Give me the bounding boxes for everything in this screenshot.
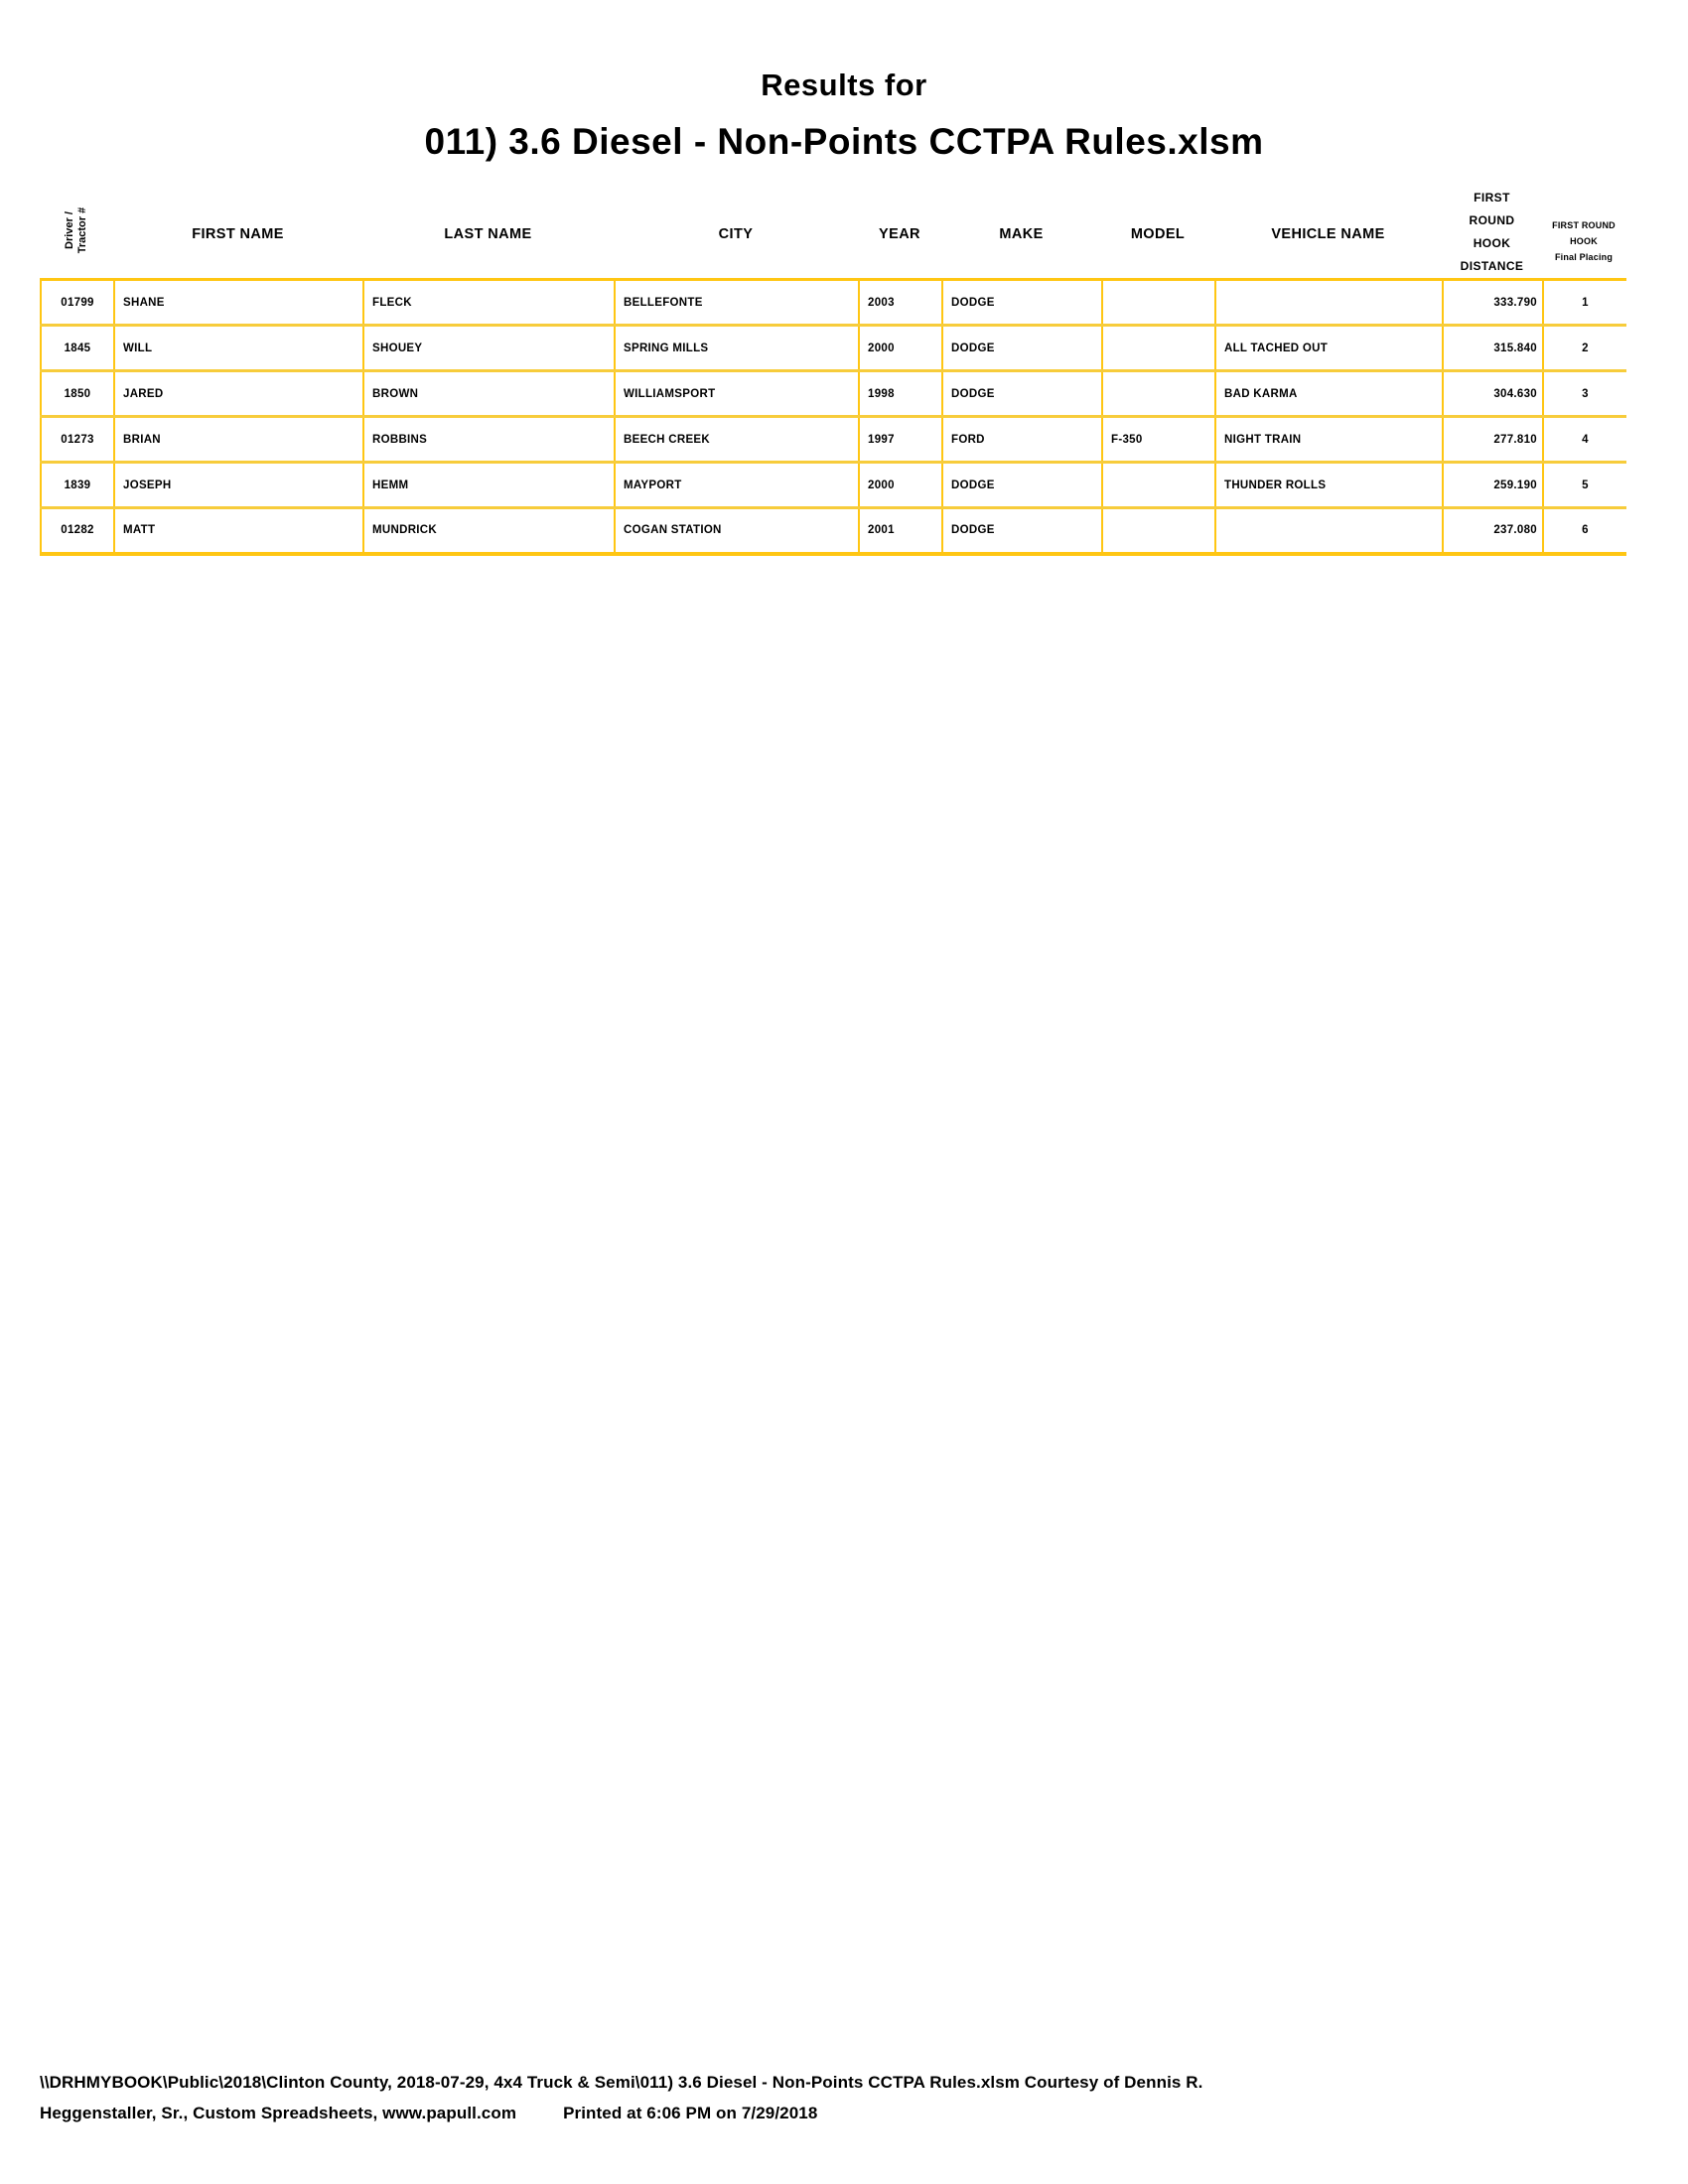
results-table: [40, 278, 1626, 556]
cell-model: [1102, 326, 1215, 371]
table-row: [41, 326, 1626, 371]
cell-city: BELLEFONTE: [615, 280, 859, 326]
cell-driver-number: 1850: [41, 371, 114, 417]
cell-last-name: BROWN: [363, 371, 615, 417]
cell-model: [1102, 280, 1215, 326]
driver-header-line1: Driver /: [64, 211, 75, 249]
footer-printed-timestamp: Printed at 6:06 PM on 7/29/2018: [563, 2104, 818, 2122]
cell-first-name: MATT: [114, 508, 363, 554]
column-header-vehicle-name: VEHICLE NAME: [1271, 226, 1385, 242]
cell-final-placing: 2: [1543, 326, 1626, 371]
column-header-first-name: FIRST NAME: [192, 226, 284, 242]
cell-year: 1997: [859, 417, 942, 463]
cell-city: SPRING MILLS: [615, 326, 859, 371]
cell-driver-number: 1845: [41, 326, 114, 371]
placing-header-line1: FIRST ROUND: [1552, 220, 1616, 230]
cell-city: COGAN STATION: [615, 508, 859, 554]
cell-year: 2003: [859, 280, 942, 326]
column-header-last-name: LAST NAME: [444, 226, 532, 242]
cell-vehicle-name: ALL TACHED OUT: [1215, 326, 1443, 371]
cell-hook-distance: 277.810: [1443, 417, 1543, 463]
cell-hook-distance: 304.630: [1443, 371, 1543, 417]
cell-driver-number: 1839: [41, 463, 114, 508]
cell-driver-number: 01273: [41, 417, 114, 463]
cell-vehicle-name: [1215, 280, 1443, 326]
driver-header-line2: Tractor #: [76, 206, 88, 254]
cell-year: 2001: [859, 508, 942, 554]
table-row: [41, 371, 1626, 417]
distance-header-line1: FIRST: [1474, 191, 1510, 205]
cell-city: MAYPORT: [615, 463, 859, 508]
column-header-make: MAKE: [999, 226, 1044, 242]
cell-last-name: HEMM: [363, 463, 615, 508]
cell-model: [1102, 371, 1215, 417]
page-title: Results for: [761, 68, 927, 102]
cell-year: 2000: [859, 463, 942, 508]
cell-make: DODGE: [942, 463, 1102, 508]
cell-last-name: FLECK: [363, 280, 615, 326]
footer-credits-text: Heggenstaller, Sr., Custom Spreadsheets, www.papull.com: [40, 2104, 517, 2122]
cell-first-name: WILL: [114, 326, 363, 371]
cell-driver-number: 01799: [41, 280, 114, 326]
cell-hook-distance: 315.840: [1443, 326, 1543, 371]
column-header-driver-tractor-label: [64, 207, 89, 253]
cell-hook-distance: 237.080: [1443, 508, 1543, 554]
cell-model: [1102, 508, 1215, 554]
cell-model: [1102, 463, 1215, 508]
footer-credits-line: [40, 2098, 1648, 2128]
cell-final-placing: 4: [1543, 417, 1626, 463]
cell-make: DODGE: [942, 280, 1102, 326]
cell-first-name: BRIAN: [114, 417, 363, 463]
cell-make: DODGE: [942, 508, 1102, 554]
cell-first-name: SHANE: [114, 280, 363, 326]
cell-last-name: MUNDRICK: [363, 508, 615, 554]
table-row: [41, 508, 1626, 554]
table-row: [41, 280, 1626, 326]
cell-model: F-350: [1102, 417, 1215, 463]
cell-vehicle-name: THUNDER ROLLS: [1215, 463, 1443, 508]
column-header-first-round-hook-distance: [1442, 187, 1542, 278]
footer-file-path-line: \\DRHMYBOOK\Public\2018\Clinton County, 2018-07-29, 4x4 Truck & Semi\011) 3.6 Diesel - Non-Points CCTPA Rules.xlsm Courtesy of Dennis R.: [40, 2073, 1203, 2092]
column-header-city: CITY: [718, 226, 754, 242]
cell-last-name: ROBBINS: [363, 417, 615, 463]
page-subtitle: 011) 3.6 Diesel - Non-Points CCTPA Rules.xlsm: [424, 121, 1264, 162]
table-row: [41, 417, 1626, 463]
cell-hook-distance: 333.790: [1443, 280, 1543, 326]
distance-header-line3: HOOK: [1473, 236, 1511, 250]
table-row: [41, 463, 1626, 508]
distance-header-line2: ROUND: [1469, 213, 1515, 227]
cell-make: DODGE: [942, 326, 1102, 371]
cell-driver-number: 01282: [41, 508, 114, 554]
footer: [40, 2067, 1648, 2128]
cell-first-name: JARED: [114, 371, 363, 417]
cell-make: FORD: [942, 417, 1102, 463]
cell-vehicle-name: NIGHT TRAIN: [1215, 417, 1443, 463]
cell-final-placing: 3: [1543, 371, 1626, 417]
column-header-final-placing: [1542, 217, 1625, 265]
cell-city: BEECH CREEK: [615, 417, 859, 463]
placing-header-line2: HOOK: [1570, 236, 1598, 246]
cell-final-placing: 5: [1543, 463, 1626, 508]
cell-vehicle-name: BAD KARMA: [1215, 371, 1443, 417]
placing-header-line3: Final Placing: [1554, 252, 1614, 262]
cell-last-name: SHOUEY: [363, 326, 615, 371]
column-header-year: YEAR: [879, 226, 920, 242]
cell-make: DODGE: [942, 371, 1102, 417]
cell-hook-distance: 259.190: [1443, 463, 1543, 508]
column-header-driver-tractor: [40, 185, 113, 276]
cell-city: WILLIAMSPORT: [615, 371, 859, 417]
cell-vehicle-name: [1215, 508, 1443, 554]
distance-header-line4: DISTANCE: [1460, 259, 1524, 273]
column-header-model: MODEL: [1130, 226, 1186, 242]
cell-final-placing: 1: [1543, 280, 1626, 326]
cell-first-name: JOSEPH: [114, 463, 363, 508]
cell-year: 2000: [859, 326, 942, 371]
cell-final-placing: 6: [1543, 508, 1626, 554]
cell-year: 1998: [859, 371, 942, 417]
